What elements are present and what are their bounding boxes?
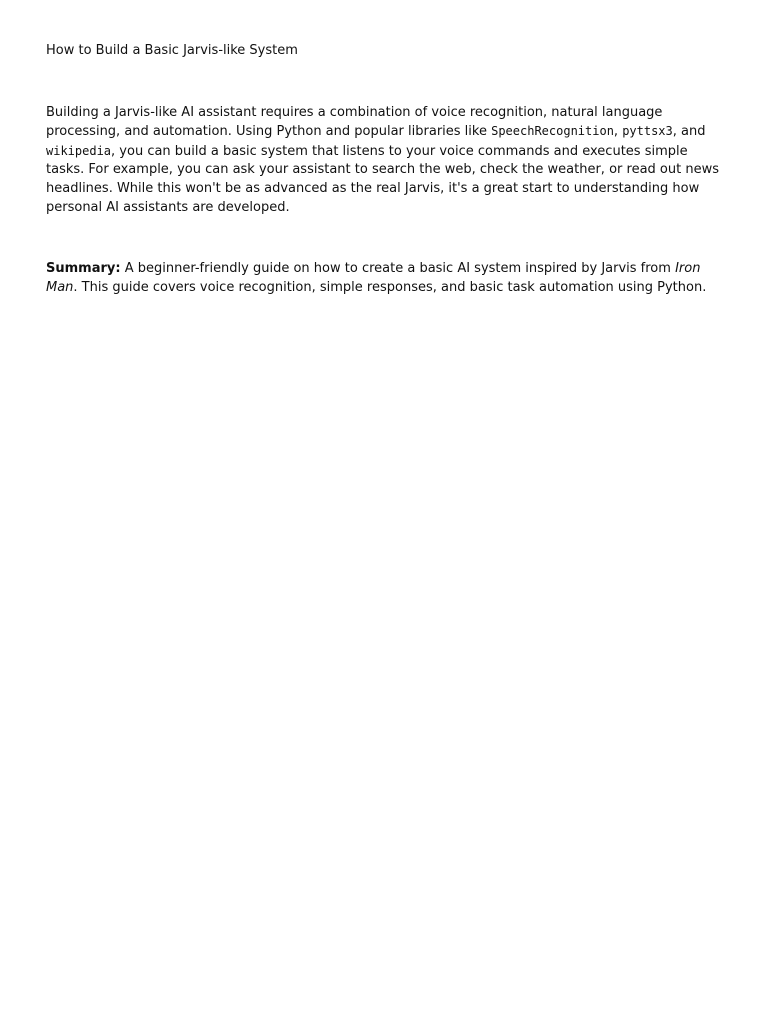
body-separator-1: , — [613, 124, 623, 140]
library-speechrecognition: SpeechRecognition — [491, 124, 614, 139]
body-paragraph — [46, 104, 726, 218]
document-content — [46, 42, 726, 297]
library-wikipedia: wikipedia — [46, 143, 112, 158]
summary-text-part2: . This guide covers voice recognition, simple responses, and basic task automation using Python. — [73, 279, 707, 295]
document-title: How to Build a Basic Jarvis-like System — [46, 43, 298, 58]
body-separator-2: , and — [672, 124, 706, 140]
summary-paragraph — [46, 260, 726, 297]
summary-label: Summary: — [46, 261, 121, 277]
summary-text-part1: A beginner-friendly guide on how to create a basic AI system inspired by Jarvis from — [120, 261, 676, 277]
library-pyttsx3: pyttsx3 — [622, 124, 673, 139]
body-text-part2: , you can build a basic system that listens to your voice commands and executes simple tasks. For example, you can ask your assistant to search the web, check the weather, or read out news headlines. While this won't be as advanced as the real Jarvis, it's a great start to understanding how personal AI assistants are developed. — [46, 143, 719, 215]
summary-film-title: Iron Man — [46, 261, 701, 295]
body-text-part1: Building a Jarvis-like AI assistant requires a combination of voice recognition, natural language processing, and automation. Using Python and popular libraries like — [46, 104, 663, 140]
